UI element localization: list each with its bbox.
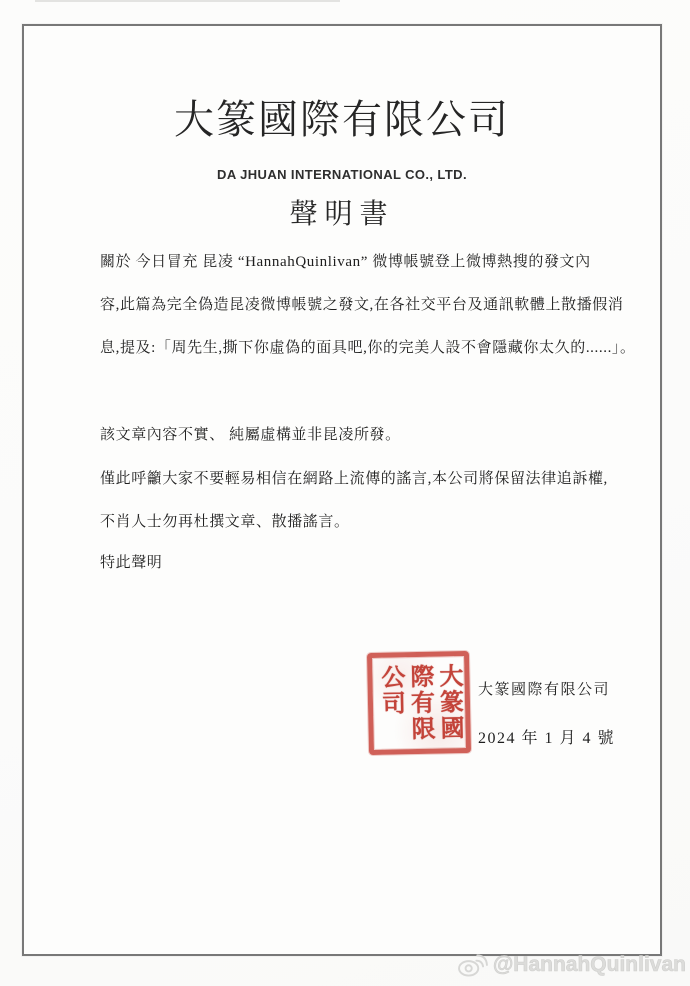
company-name-english: DA JHUAN INTERNATIONAL CO., LTD. xyxy=(217,167,467,182)
document-frame xyxy=(22,24,662,956)
signature-block xyxy=(24,26,660,954)
document-title: 聲明書 xyxy=(289,199,395,230)
paragraph1-line2: 容,此篇為完全偽造昆凌微博帳號之發文,在各社交平台及通訊軟體上散播假消 xyxy=(100,297,624,313)
weibo-icon xyxy=(457,952,488,977)
seal-script-text xyxy=(375,663,464,743)
seal-column-1: 大篆國 xyxy=(434,663,463,742)
company-name-chinese: 大篆國際有限公司 xyxy=(174,97,510,142)
signature-company-name: 大篆國際有限公司 xyxy=(478,682,611,698)
seal-column-3: 公司 xyxy=(376,664,404,717)
paragraph3-line1: 僅此呼籲大家不要輕易相信在網路上流傳的謠言,本公司將保留法律追訴權, xyxy=(100,471,608,487)
paragraph3-line2: 不肖人士勿再杜撰文章、散播謠言。 xyxy=(100,514,350,530)
paragraph2-line1: 該文章內容不實、 純屬虛構並非昆凌所發。 xyxy=(100,427,401,443)
company-seal-stamp xyxy=(367,651,471,755)
signature-date: 2024 年 1 月 4 號 xyxy=(478,730,616,747)
paragraph1-line3: 息,提及:「周先生,撕下你虛偽的面具吧,你的完美人設不會隱藏你太久的......」。 xyxy=(100,340,636,356)
watermark-handle: @HannahQuinlivan xyxy=(492,952,686,976)
paper-edge-line xyxy=(35,0,340,2)
paragraph1-line1: 關於 今日冒充 昆凌 “HannahQuinlivan” 微博帳號登上微博熱搜的發文內 xyxy=(100,254,591,270)
weibo-watermark xyxy=(457,952,686,977)
closing-statement: 特此聲明 xyxy=(100,555,163,571)
seal-column-2: 際有限 xyxy=(405,663,434,743)
